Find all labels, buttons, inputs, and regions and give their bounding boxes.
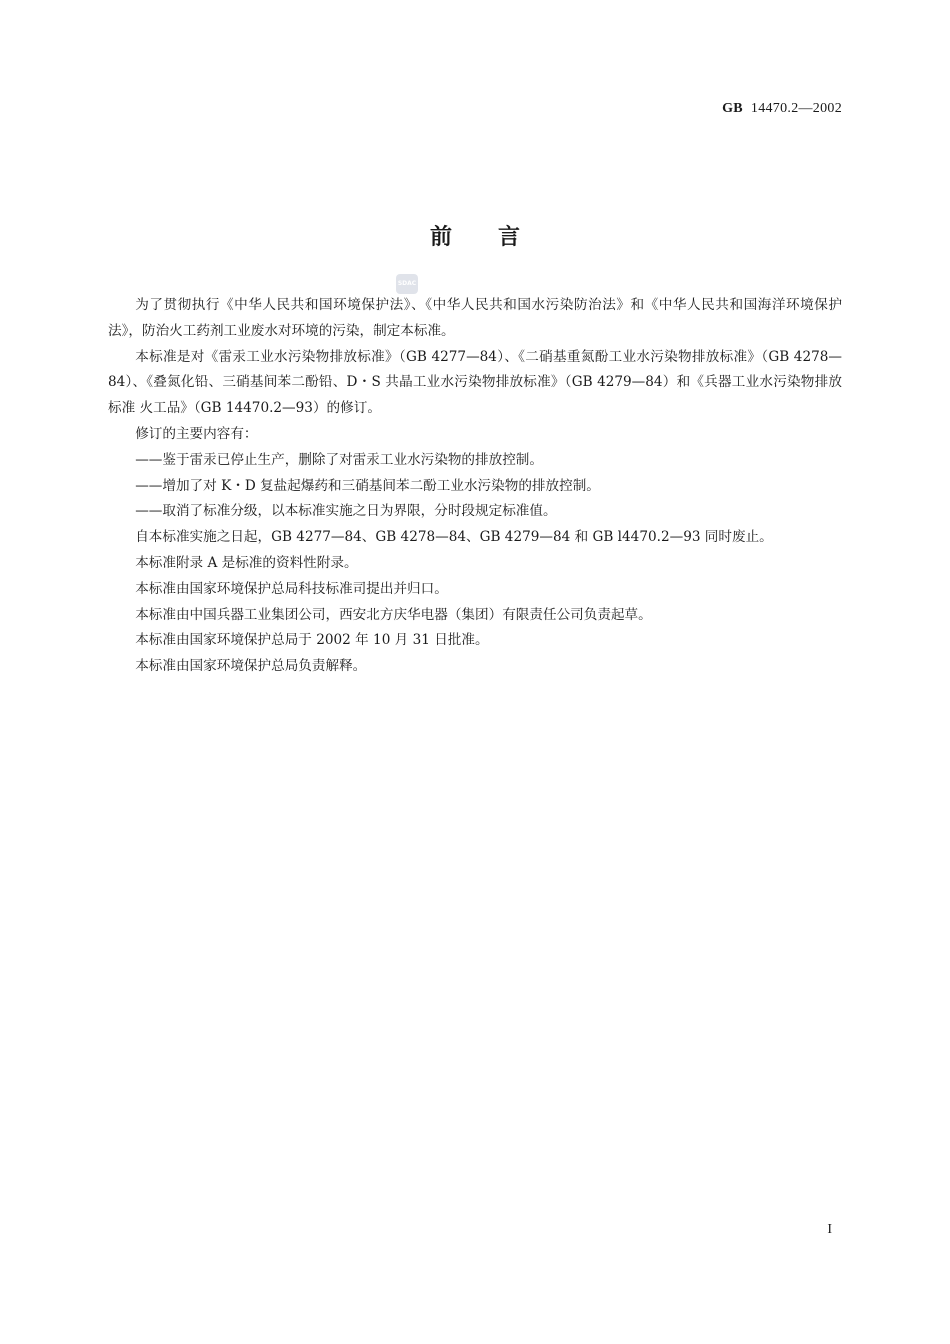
standard-code-prefix: GB [722, 101, 743, 116]
page-number: I [827, 1222, 832, 1237]
standard-code [722, 101, 842, 117]
list-item: ——增加了对 K・D 复盐起爆药和三硝基间苯二酚工业水污染物的排放控制。 [135, 477, 600, 494]
page-title: 前言 [429, 225, 566, 250]
foreword-body [108, 293, 842, 680]
paragraph: 本标准由国家环境保护总局负责解释。 [135, 658, 367, 675]
list-item: ——取消了标准分级，以本标准实施之日为界限，分时段规定标准值。 [135, 503, 557, 520]
paragraph: 本标准由国家环境保护总局科技标准司提出并归口。 [135, 580, 448, 597]
paragraph: 为了贯彻执行《中华人民共和国环境保护法》、《中华人民共和国水污染防治法》和《中华人民共和国海洋环境保护法》，防治火工药剂工业废水对环境的污染，制定本标准。 [108, 297, 842, 339]
paragraph: 修订的主要内容有： [135, 425, 258, 442]
paragraph: 本标准是对《雷汞工业水污染物排放标准》（GB 4277—84）、《二硝基重氮酚工业水污染物排放标准》（GB 4278—84）、《叠氮化铅、三硝基间苯二酚铅、D・S 共晶工业水污染物排放标准》（GB 4279—84）和《兵器工业水污染物排放标准 火工品》（GB 14470.2—93）的修订。 [108, 348, 842, 417]
paragraph: 自本标准实施之日起，GB 4277—84、GB 4278—84、GB 4279—84 和 GB l4470.2—93 同时废止。 [135, 529, 773, 546]
watermark-logo-text: SDAC [397, 280, 417, 287]
paragraph: 本标准附录 A 是标准的资料性附录。 [135, 554, 358, 571]
paragraph: 本标准由国家环境保护总局于 2002 年 10 月 31 日批准。 [135, 632, 489, 649]
paragraph: 本标准由中国兵器工业集团公司，西安北方庆华电器（集团）有限责任公司负责起草。 [135, 606, 652, 623]
list-item: ——鉴于雷汞已停止生产，删除了对雷汞工业水污染物的排放控制。 [135, 451, 543, 468]
standard-code-number: 14470.2—2002 [750, 101, 842, 116]
watermark-logo [396, 274, 418, 294]
